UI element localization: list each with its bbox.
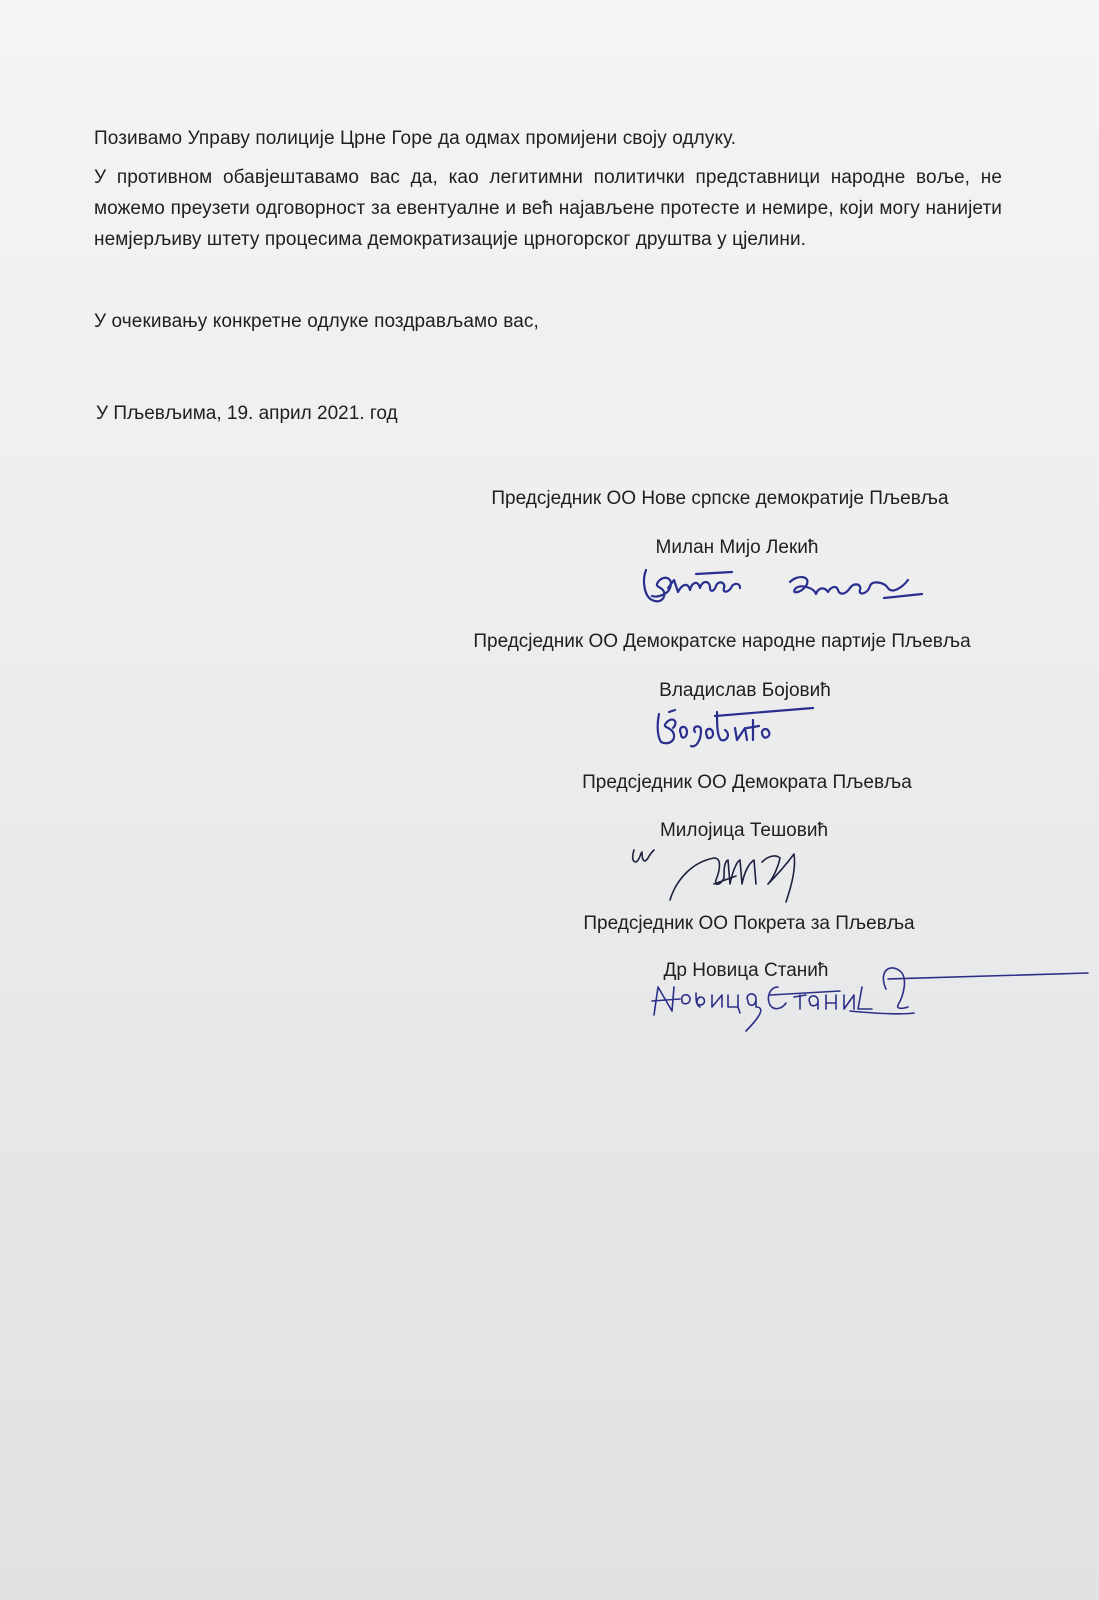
signatory-1-title: Предсједник ОО Нове српске демократије Пљевља: [491, 488, 949, 509]
signatory-3-name: Милојица Тешовић: [659, 820, 829, 841]
paragraph-closing: У очекивању конкретне одлуке поздрављамо вас,: [94, 311, 539, 332]
signatory-4-name: Др Новица Станић: [663, 960, 829, 981]
place-and-date: У Пљевљима, 19. април 2021. год: [96, 403, 398, 424]
paragraph-warning: У противном обавјештавамо вас да, као легитимни политички представници народне воље, не можемо преузети одговорност за евентуалне и већ најављене протесте и немире, који могу нанијети немјерљиву штету процесима демократизације црногорског друштва у цјелини.: [94, 167, 1002, 250]
signatory-3-title: Предсједник ОО Демократа Пљевља: [582, 772, 912, 793]
signatory-1-signature: [640, 558, 940, 623]
signatory-2-signature: [655, 706, 835, 761]
signatory-3-signature: [628, 840, 878, 915]
paragraph-demand: Позивамо Управу полиције Црне Горе да одмах промијени своју одлуку.: [94, 128, 737, 149]
signatory-2-name: Владислав Бојовић: [659, 680, 831, 701]
signatory-4-title: Предсједник ОО Покрета за Пљевља: [583, 913, 915, 934]
signatory-2-title: Предсједник ОО Демократске народне партије Пљевља: [473, 631, 971, 652]
signatory-4-signature: [650, 965, 1090, 1060]
signatory-1-name: Милан Мијо Лекић: [655, 537, 819, 558]
